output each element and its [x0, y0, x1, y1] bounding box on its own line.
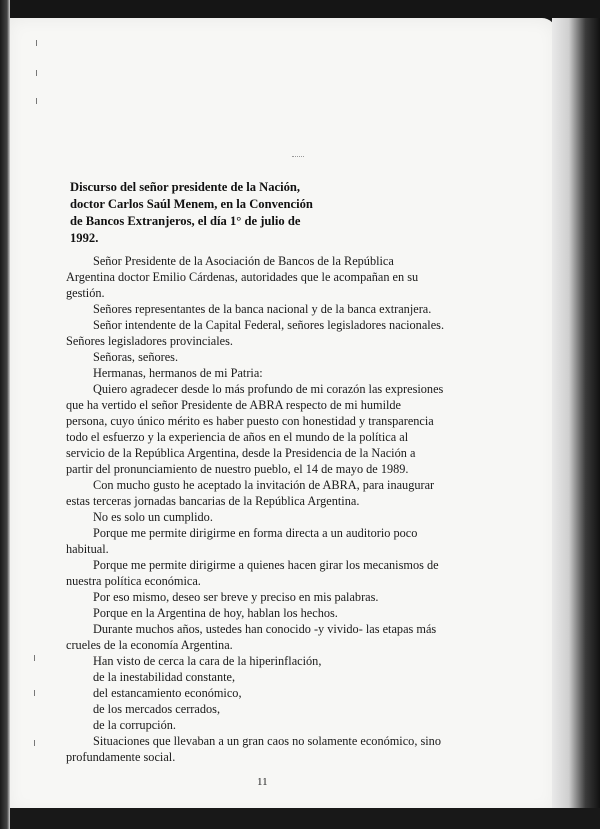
text-line: profundamente social.: [66, 750, 176, 764]
text-line: Con mucho gusto he aceptado la invitación de ABRA, para inaugurar: [93, 478, 435, 492]
text-line: Señor Presidente de la Asociación de Bancos de la República: [93, 254, 394, 268]
text-line: Porque en la Argentina de hoy, hablan los hechos.: [93, 606, 338, 620]
speech-body: [66, 253, 486, 765]
text-line: que ha vertido el señor Presidente de ABRA respecto de mi humilde: [66, 398, 402, 412]
text-line: de la inestabilidad constante,: [93, 670, 236, 684]
text-line: Quiero agradecer desde lo más profundo de mi corazón las expresiones: [93, 382, 444, 396]
text-line: Situaciones que llevaban a un gran caos no solamente económico, sino: [93, 734, 441, 748]
text-line: Hermanas, hermanos de mi Patria:: [93, 366, 263, 380]
speech-title: [70, 179, 330, 247]
text-line: Han visto de cerca la cara de la hiperinflación,: [93, 654, 322, 668]
scan-bottom-border: [0, 808, 600, 829]
title-line: 1992.: [70, 231, 99, 245]
text-line: nuestra política económica.: [66, 574, 201, 588]
text-line: de la corrupción.: [93, 718, 176, 732]
text-line: Porque me permite dirigirme en forma directa a un auditorio poco: [93, 526, 418, 540]
text-line: habitual.: [66, 542, 109, 556]
scan-right-shadow: [552, 18, 600, 829]
scan-speck: [36, 98, 37, 104]
text-line: Argentina doctor Emilio Cárdenas, autoridades que le acompañan en su: [66, 270, 419, 284]
scan-speck: [34, 690, 35, 696]
text-line: Por eso mismo, deseo ser breve y preciso en mis palabras.: [93, 590, 379, 604]
scan-speck: [34, 655, 35, 661]
scan-speck: [36, 40, 37, 46]
text-line: Señoras, señores.: [93, 350, 179, 364]
text-line: Señores representantes de la banca nacional y de la banca extranjera.: [93, 302, 432, 316]
title-line: de Bancos Extranjeros, el día 1° de julio de: [70, 214, 301, 228]
text-line: Durante muchos años, ustedes han conocido -y vivido- las etapas más: [93, 622, 437, 636]
page-number: 11: [257, 776, 268, 788]
text-line: crueles de la economía Argentina.: [66, 638, 233, 652]
title-line: Discurso del señor presidente de la Nación,: [70, 180, 301, 194]
text-line: Señores legisladores provinciales.: [66, 334, 233, 348]
scan-left-edge: [0, 0, 10, 829]
text-line: partir del pronunciamiento de nuestro pueblo, el 14 de mayo de 1989.: [66, 462, 409, 476]
text-line: persona, cuyo único mérito es haber puesto con honestidad y transparencia: [66, 414, 434, 428]
scan-speck: [36, 70, 37, 76]
scan-top-border: [0, 0, 600, 20]
scan-speck: [34, 740, 35, 746]
text-line: servicio de la República Argentina, desde la Presidencia de la Nación a: [66, 446, 416, 460]
text-line: del estancamiento económico,: [93, 686, 242, 700]
text-line: estas terceras jornadas bancarias de la República Argentina.: [66, 494, 360, 508]
scan-mark: [292, 156, 304, 159]
title-line: doctor Carlos Saúl Menem, en la Convención: [70, 197, 313, 211]
text-line: Porque me permite dirigirme a quienes hacen girar los mecanismos de: [93, 558, 439, 572]
text-line: de los mercados cerrados,: [93, 702, 221, 716]
text-line: Señor intendente de la Capital Federal, señores legisladores nacionales.: [93, 318, 445, 332]
text-line: gestión.: [66, 286, 105, 300]
text-line: todo el esfuerzo y la experiencia de años en el mundo de la política al: [66, 430, 409, 444]
text-line: No es solo un cumplido.: [93, 510, 213, 524]
